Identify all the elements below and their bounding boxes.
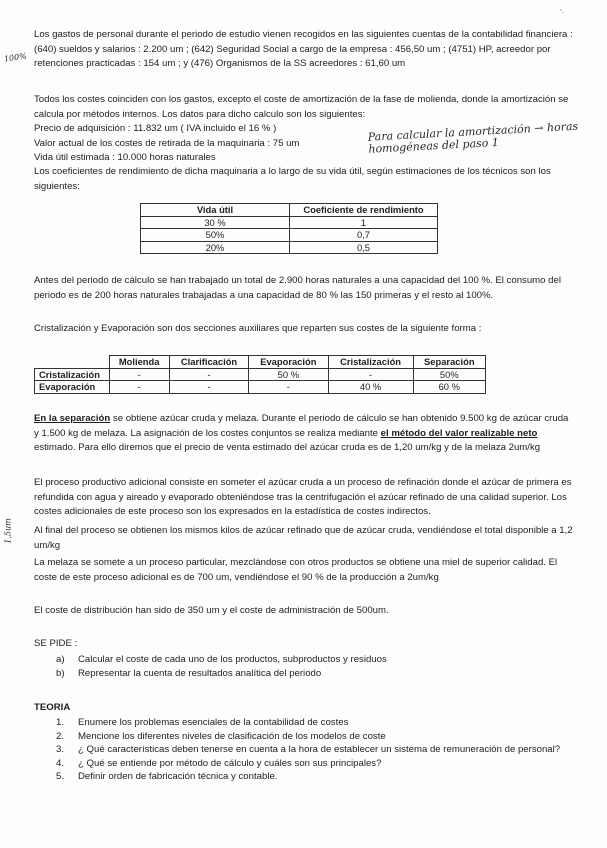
dist-header: Evaporación — [249, 356, 328, 369]
margin-note-top: 100% — [3, 51, 28, 64]
teoria-heading: TEORIA — [34, 702, 71, 713]
coef-cell: 20% — [141, 241, 290, 254]
separation-paragraph — [34, 412, 574, 456]
dist-header: Cristalización — [328, 356, 413, 369]
coef-cell: 0,7 — [290, 229, 438, 242]
coefficient-table — [140, 203, 438, 254]
margin-note-side: 1,5um — [3, 518, 13, 544]
dist-table-header — [35, 356, 486, 369]
list-label: b) — [56, 667, 65, 679]
list-item — [56, 770, 576, 784]
table-row — [141, 216, 438, 229]
dist-cell: 40 % — [328, 381, 413, 394]
table-row — [141, 241, 438, 254]
corner-mark: ‘· — [560, 8, 565, 17]
list-item — [56, 730, 576, 744]
separation-text-2: estimado. Para ello diremos que el precio de venta estimado del azúcar cruda es de 1,20 um/kg y de la melaza 2um/kg — [34, 442, 541, 453]
refine-paragraph: El proceso productivo adicional consiste en someter el azúcar cruda a un proceso de refinación donde el azúcar de primera es refundida con agua y aireado y evaporado obteniéndose tras la centrifugación el azúcar refinado de una calidad superior. Los costes adicionales de este proceso son los expresados en la estadística de costes indirectos. — [34, 477, 572, 517]
list-text: Enumere los problemas esenciales de la contabilidad de costes — [78, 717, 349, 728]
acquisition-price: Precio de adquisición : 11.832 um ( IVA incluido el 16 % ) — [34, 123, 277, 134]
useful-life: Vida útil estimada : 10.000 horas naturales — [34, 152, 216, 163]
table-row — [35, 368, 486, 381]
dist-costs-paragraph: El coste de distribución han sido de 350 um y el coste de administración de 500um. — [34, 605, 389, 616]
final-paragraph: Al final del proceso se obtienen los mismos kilos de azúcar refinado que de azúcar cruda, vendiéndose el total disponible a 1,2 um/kg — [34, 525, 573, 551]
machine-data — [34, 122, 364, 166]
dist-row-label: Cristalización — [35, 368, 110, 381]
list-label: 2. — [56, 730, 65, 742]
hours-paragraph: Antes del periodo de cálculo se han trabajado un total de 2.900 horas naturales a una capacidad del 100 %. El consumo del periodo es de 200 horas naturales trabajadas a una capacidad de 80 % las 150 primeras y el resto al 100%. — [34, 275, 561, 301]
coef-cell: 50% — [141, 229, 290, 242]
list-item — [56, 667, 576, 681]
dist-header: Molienda — [109, 356, 169, 369]
coef-table-header — [141, 204, 438, 217]
coef-header-coef: Coeficiente de rendimiento — [290, 204, 438, 217]
coef-cell: 1 — [290, 216, 438, 229]
separation-lead: En la separación — [34, 413, 111, 424]
separation-method: el método del valor realizable neto — [380, 427, 538, 439]
intro-paragraph: Los gastos de personal durante el periodo de estudio vienen recogidos en las siguientes cuentas de la contabilidad financiera : (640) sueldos y salarios : 2.200 um ; (642) Seguridad Social a cargo de la empresa : 456,50 um ; (4751) HP, acreedor por retenciones practicadas : 154 um ; y (476) Organismos de la SS acreedores : 61,60 um — [34, 29, 573, 69]
distribution-table — [34, 355, 486, 394]
coef-cell: 0,5 — [290, 241, 438, 254]
dist-header: Clarificación — [169, 356, 248, 369]
dist-header-empty — [35, 356, 110, 369]
coef-cell: 30 % — [141, 216, 290, 229]
se-pide-heading: SE PIDE : — [34, 638, 78, 649]
aux-intro-paragraph: Cristalización y Evaporación son dos secciones auxiliares que reparten sus costes de la siguiente forma : — [34, 323, 482, 334]
table-row — [35, 381, 486, 394]
coef-intro-paragraph: Los coeficientes de rendimiento de dicha maquinaria a lo largo de su vida útil, según estimaciones de los técnicos son los siguientes: — [34, 166, 551, 192]
list-label: a) — [56, 654, 65, 665]
dist-cell: 60 % — [413, 381, 485, 394]
list-item — [56, 653, 576, 667]
melaza-paragraph: La melaza se somete a un proceso particular, mezclándose con otros productos se obtiene una miel de superior calidad. El coste de este proceso adicional es de 700 um, vendiéndose el 90 % de la producción a 2um/kg — [34, 557, 558, 583]
handwritten-note: Para calcular la amortización → horas homogéneas del paso 1 — [367, 119, 579, 156]
dist-header: Separación — [413, 356, 485, 369]
list-label: 5. — [56, 771, 65, 782]
dist-cell: 50 % — [249, 368, 328, 381]
dist-cell: 50% — [413, 368, 485, 381]
list-text: ¿ Qué se entiende por método de cálculo y cuáles son sus principales? — [78, 757, 382, 769]
list-label: 4. — [56, 757, 65, 769]
dist-cell: - — [109, 368, 169, 381]
separation-text-1: se obtiene azúcar cruda y melaza. Durante el periodo de cálculo se han obtenido 9.500 kg de azúcar cruda y 1.500 kg de melaza. La asignación de los costes conjuntos se realiza mediante — [34, 413, 569, 439]
list-text: ¿ Qué características deben tenerse en cuenta a la hora de establecer un sistema de remuneración de personal? — [78, 744, 561, 755]
teoria-list — [56, 716, 576, 784]
removal-cost: Valor actual de los costes de retirada de la maquinaria : 75 um — [34, 137, 300, 149]
list-text: Representar la cuenta de resultados analítica del periodo — [78, 667, 322, 679]
dist-cell: - — [249, 381, 328, 394]
dist-cell: - — [169, 381, 248, 394]
list-item — [56, 716, 576, 730]
list-text: Definir orden de fabricación técnica y contable. — [78, 771, 278, 782]
coef-header-life: Vida útil — [141, 204, 290, 217]
list-text: Mencione los diferentes niveles de clasificación de los modelos de coste — [78, 730, 386, 742]
table-row — [141, 229, 438, 242]
list-text: Calcular el coste de cada uno de los productos, subproductos y residuos — [78, 654, 387, 665]
list-item — [56, 757, 576, 771]
list-label: 3. — [56, 744, 65, 755]
pide-list — [56, 653, 576, 680]
costs-intro-paragraph: Todos los costes coinciden con los gastos, excepto el coste de amortización de la fase de molienda, donde la amortización se calcula por métodos internos. Los datos para dicho calculo son los siguientes: — [34, 94, 569, 120]
dist-cell: - — [109, 381, 169, 394]
dist-cell: - — [328, 368, 413, 381]
list-label: 1. — [56, 717, 65, 728]
dist-cell: - — [169, 368, 248, 381]
dist-row-label: Evaporación — [35, 381, 110, 394]
list-item — [56, 743, 576, 757]
